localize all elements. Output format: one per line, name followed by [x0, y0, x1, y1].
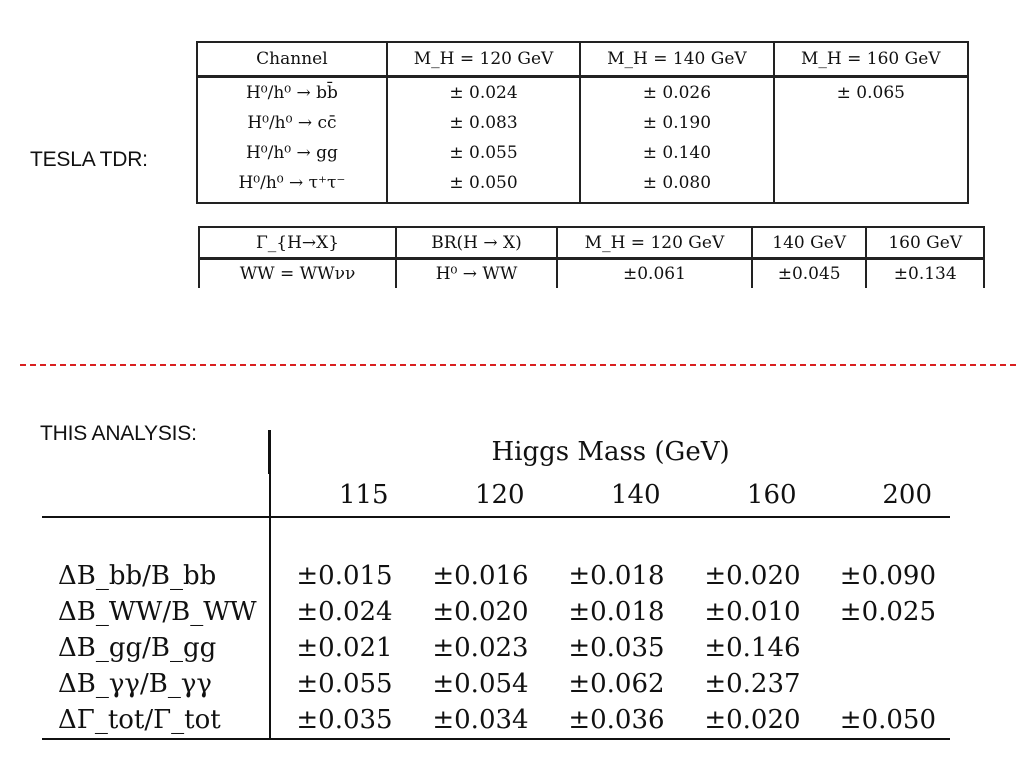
col-header-mh-120: M_H = 120 GeV	[557, 227, 752, 259]
value-cell: ± 0.083	[387, 108, 580, 138]
table-row	[42, 630, 950, 666]
mass-120: 120	[474, 480, 525, 510]
tesla-channel-table	[196, 41, 969, 204]
value-cell: ±0.034	[407, 702, 543, 739]
table-row	[197, 108, 968, 138]
value-cell	[774, 168, 968, 198]
quantity-name: ΔB_WW/B_WW	[58, 597, 257, 627]
process-cell: WW = WWνν	[199, 259, 396, 289]
value-cell: ±0.045	[752, 259, 867, 289]
value-cell: ±0.036	[543, 702, 679, 739]
table-row	[42, 558, 950, 594]
col-header-channel: Channel	[197, 42, 387, 77]
quantity-name: ΔB_bb/B_bb	[58, 561, 217, 591]
value-cell: ±0.061	[557, 259, 752, 289]
mass-160: 160	[746, 480, 797, 510]
value-cell: ±0.134	[866, 259, 984, 289]
analysis-table	[42, 430, 950, 740]
value-cell	[774, 138, 968, 168]
value-cell: ±0.055	[270, 666, 407, 702]
value-cell: ±0.024	[270, 594, 407, 630]
value-cell	[815, 666, 950, 702]
table-row	[197, 138, 968, 168]
value-cell: ±0.237	[704, 669, 801, 699]
quantity-name: ΔΓ_tot/Γ_tot	[42, 702, 270, 739]
mass-140: 140	[610, 480, 661, 510]
value-cell: ±0.023	[432, 633, 529, 663]
value-cell: ±0.018	[568, 561, 665, 591]
table-row	[42, 702, 950, 739]
value-cell: ±0.146	[704, 633, 801, 663]
value-cell: ± 0.026	[580, 77, 773, 109]
tesla-ww-table-clip	[198, 226, 987, 290]
value-cell: ±0.054	[432, 669, 529, 699]
col-header-br: BR(H → X)	[396, 227, 557, 259]
value-cell: ±0.021	[270, 630, 407, 666]
value-cell: ±0.062	[568, 669, 665, 699]
section-separator	[20, 364, 1016, 366]
col-header-mh-120: M_H = 120 GeV	[387, 42, 580, 77]
value-cell: ±0.035	[270, 702, 407, 739]
mass-200: 200	[882, 480, 932, 510]
value-cell: ± 0.080	[580, 168, 773, 198]
value-cell: ±0.020	[432, 597, 529, 627]
value-cell: ± 0.055	[387, 138, 580, 168]
channel-cell: H⁰/h⁰ → bb̄	[197, 77, 387, 109]
channel-cell: H⁰/h⁰ → τ⁺τ⁻	[197, 168, 387, 198]
table-row	[42, 594, 950, 630]
value-cell: ±0.025	[839, 597, 936, 627]
col-header-mh-160: M_H = 160 GeV	[774, 42, 968, 77]
value-cell: ±0.010	[704, 597, 801, 627]
decay-cell: H⁰ → WW	[396, 259, 557, 289]
value-cell: ±0.035	[568, 633, 665, 663]
value-cell: ±0.015	[270, 558, 407, 594]
value-cell: ±0.016	[432, 561, 529, 591]
table-row	[199, 259, 984, 289]
value-cell: ±0.090	[839, 561, 936, 591]
value-cell: ±0.020	[679, 702, 815, 739]
quantity-name: ΔB_γγ/B_γγ	[58, 669, 212, 699]
mass-115: 115	[270, 474, 407, 517]
channel-cell: H⁰/h⁰ → cc̄	[197, 108, 387, 138]
value-cell: ± 0.065	[774, 77, 968, 109]
value-cell: ± 0.190	[580, 108, 773, 138]
tesla-tdr-label: TESLA TDR:	[30, 148, 148, 171]
col-header-mh-140: M_H = 140 GeV	[580, 42, 773, 77]
table-row	[42, 666, 950, 702]
value-cell: ± 0.050	[387, 168, 580, 198]
value-cell: ±0.018	[568, 597, 665, 627]
value-cell: ±0.050	[815, 702, 950, 739]
quantity-name: ΔB_gg/B_gg	[58, 633, 217, 663]
value-cell	[774, 108, 968, 138]
value-cell	[815, 630, 950, 666]
value-cell: ± 0.024	[387, 77, 580, 109]
higgs-mass-header: Higgs Mass (GeV)	[270, 430, 950, 474]
col-header-width: Γ_{H→X}	[199, 227, 396, 259]
value-cell: ±0.020	[704, 561, 801, 591]
value-cell: ± 0.140	[580, 138, 773, 168]
channel-cell: H⁰/h⁰ → gg	[197, 138, 387, 168]
col-header-140: 140 GeV	[752, 227, 867, 259]
table-row	[197, 77, 968, 109]
table-row	[197, 168, 968, 198]
col-header-160: 160 GeV	[866, 227, 984, 259]
tesla-ww-table	[198, 226, 985, 288]
this-analysis-label: THIS ANALYSIS:	[40, 422, 197, 445]
